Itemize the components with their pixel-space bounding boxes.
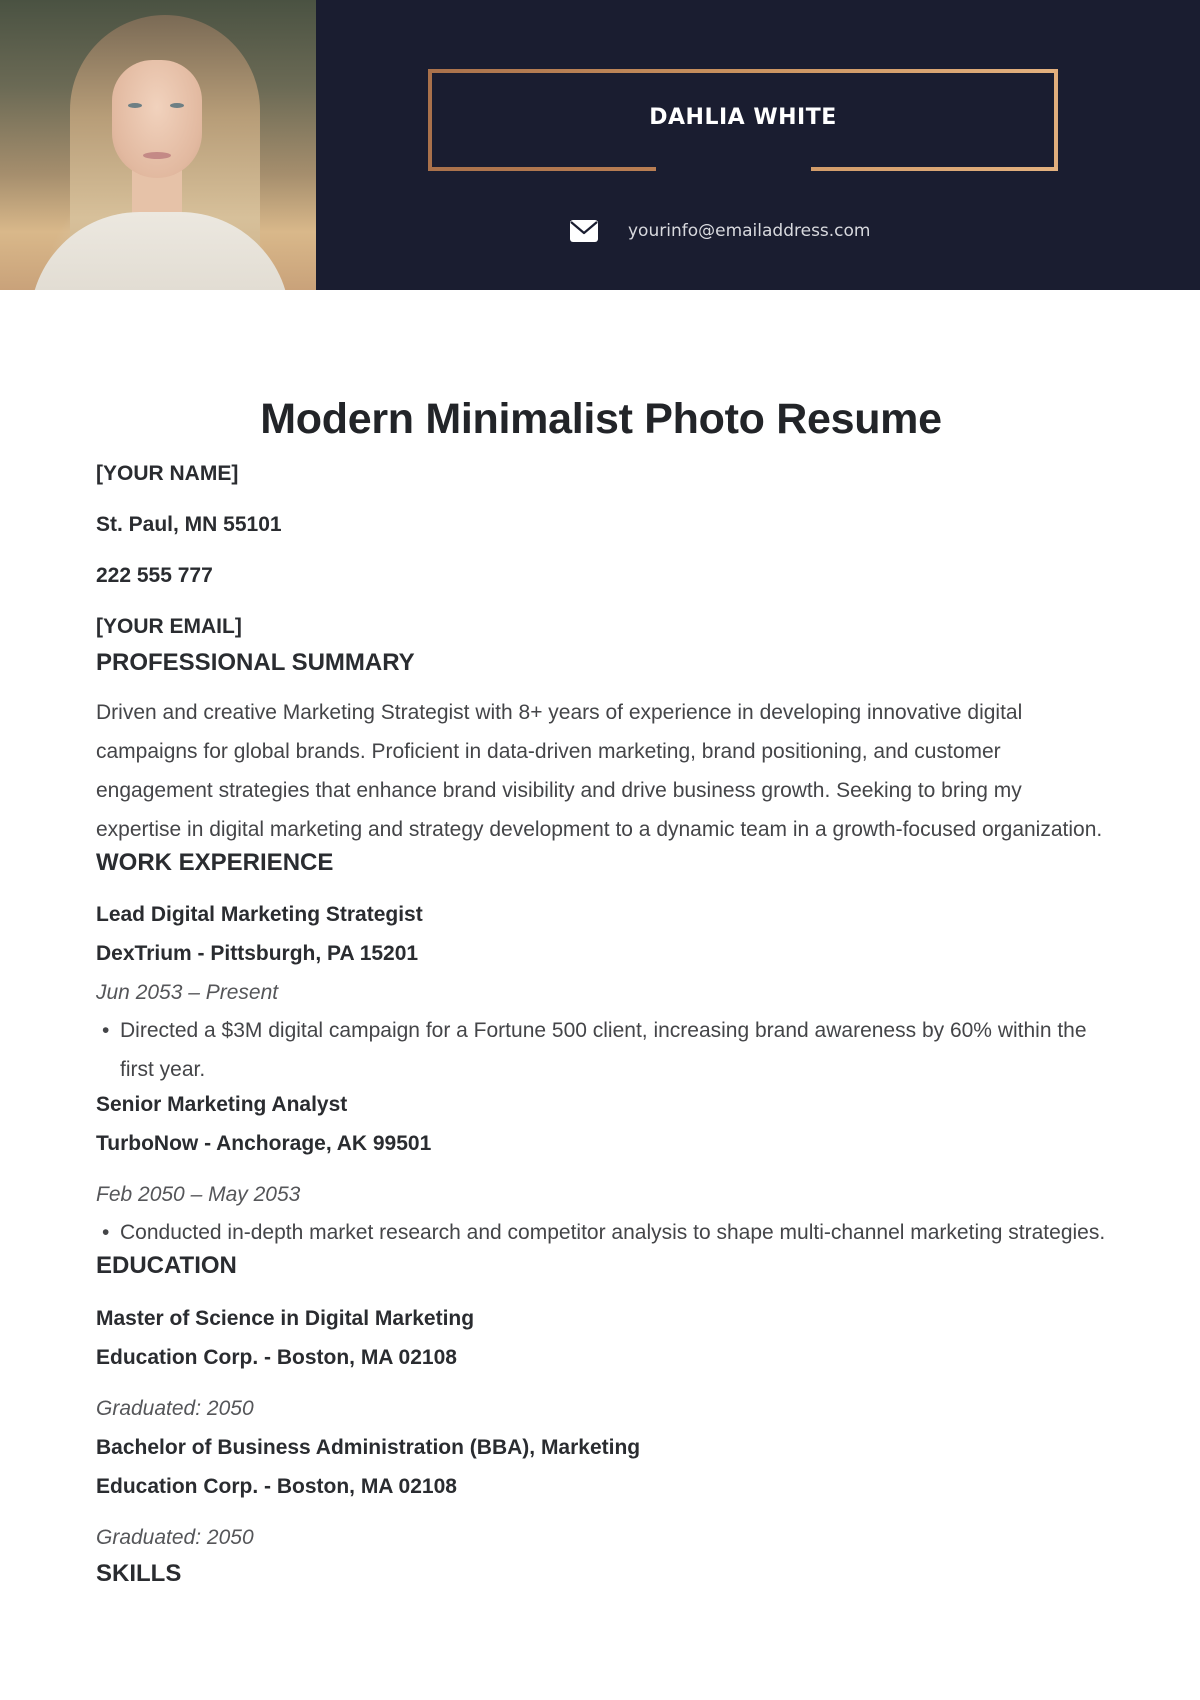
- degree-graduated: Graduated: 2050: [96, 1397, 254, 1420]
- experience-heading: WORK EXPERIENCE: [96, 849, 334, 876]
- job-title: Senior Marketing Analyst: [96, 1093, 348, 1116]
- contact-phone: 222 555 777: [96, 564, 213, 587]
- contact-email: [YOUR EMAIL]: [96, 615, 242, 638]
- photo-eye: [128, 103, 142, 108]
- degree-school: Education Corp. - Boston, MA 02108: [96, 1475, 457, 1498]
- frame-bottom-right-line: [811, 167, 1058, 171]
- header-name: DAHLIA WHITE: [649, 105, 837, 130]
- degree-school: Education Corp. - Boston, MA 02108: [96, 1346, 457, 1369]
- summary-text: Driven and creative Marketing Strategist with 8+ years of experience in developing innovative digital campaigns for global brands. Proficient in data-driven marketing, brand positioning, and customer engagement strategies that enhance brand visibility and drive business growth. Seeking to bring my expertise in digital marketing and strategy development to a dynamic team in a growth-focused organization.: [96, 701, 1103, 841]
- profile-photo: [0, 0, 316, 290]
- degree-title: Bachelor of Business Administration (BBA), Marketing: [96, 1436, 641, 1459]
- frame-top-line: [428, 69, 1058, 73]
- job-title: Lead Digital Marketing Strategist: [96, 903, 423, 926]
- envelope-icon: [570, 220, 598, 242]
- job-bullets: [96, 1011, 1106, 1089]
- degree-graduated: Graduated: 2050: [96, 1526, 254, 1549]
- education-heading: EDUCATION: [96, 1252, 237, 1279]
- skills-heading: SKILLS: [96, 1560, 182, 1587]
- job-company: TurboNow - Anchorage, AK 99501: [96, 1132, 432, 1155]
- resume-body: [96, 390, 1106, 1588]
- contact-name: [YOUR NAME]: [96, 462, 239, 485]
- job-entry: [96, 903, 1106, 1089]
- job-bullets: [96, 1213, 1106, 1252]
- contact-address: St. Paul, MN 55101: [96, 513, 282, 536]
- job-dates: Jun 2053 – Present: [96, 981, 279, 1004]
- photo-eye: [170, 103, 184, 108]
- header-email[interactable]: yourinfo@emailaddress.com: [628, 221, 871, 241]
- summary-heading: PROFESSIONAL SUMMARY: [96, 649, 415, 676]
- name-frame: [428, 69, 1058, 171]
- photo-face: [112, 60, 202, 178]
- job-dates: Feb 2050 – May 2053: [96, 1183, 301, 1206]
- education-entry: [96, 1307, 1106, 1421]
- resume-header: [0, 0, 1200, 290]
- job-bullet: • Directed a $3M digital campaign for a Fortune 500 client, increasing brand awareness by 60% within the first year.: [96, 1011, 1106, 1089]
- degree-title: Master of Science in Digital Marketing: [96, 1307, 475, 1330]
- frame-bottom-left-line: [428, 167, 656, 171]
- job-entry: [96, 1093, 1106, 1252]
- job-company: DexTrium - Pittsburgh, PA 15201: [96, 942, 419, 965]
- page-title: Modern Minimalist Photo Resume: [260, 395, 942, 443]
- job-bullet: • Conducted in-depth market research and competitor analysis to shape multi-channel marketing strategies.: [96, 1213, 1106, 1252]
- photo-lips: [143, 152, 171, 159]
- education-entry: [96, 1436, 1106, 1550]
- header-contact: [570, 218, 871, 244]
